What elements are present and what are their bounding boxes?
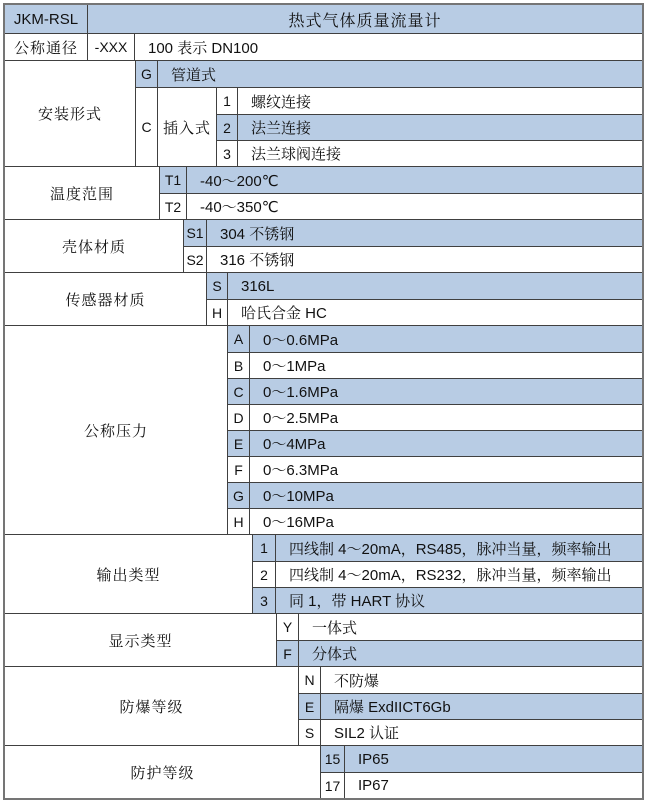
option-row <box>217 140 642 166</box>
option-desc: 0～1.6MPa <box>263 384 339 401</box>
option-row <box>299 719 642 745</box>
option-row <box>253 561 642 587</box>
section-label: 显示类型 <box>5 614 277 666</box>
option-code: G <box>228 483 250 508</box>
option-desc: 哈氏合金 HC <box>241 305 327 322</box>
section-label: 安装形式 <box>5 61 136 166</box>
option-code: 2 <box>253 562 276 587</box>
option-row <box>228 482 642 508</box>
option-desc: 螺纹连接 <box>251 93 312 111</box>
option-code: S <box>299 720 321 745</box>
option-code: S1 <box>184 220 207 246</box>
insertion-group <box>136 87 642 166</box>
option-desc: 管道式 <box>171 66 217 84</box>
option-row <box>160 193 642 219</box>
option-row <box>277 640 642 666</box>
section-label: 温度范围 <box>5 167 160 219</box>
option-code: 3 <box>253 588 276 613</box>
option-code: T1 <box>160 167 187 193</box>
option-code: 2 <box>217 115 238 140</box>
option-code: 1 <box>217 88 238 114</box>
option-code: E <box>299 694 321 719</box>
section-label: 输出类型 <box>5 535 253 613</box>
option-desc: 0～10MPa <box>263 488 334 505</box>
option-code: B <box>228 353 250 378</box>
option-code: F <box>277 641 299 666</box>
option-desc: 0～2.5MPa <box>263 410 339 427</box>
section-nominal-pressure <box>5 325 642 534</box>
option-code: D <box>228 405 250 430</box>
section-protection-grade <box>5 745 642 798</box>
option-desc: 四线制 4～20mA，RS232，脉冲当量，频率输出 <box>289 567 612 584</box>
insertion-type-cell: 插入式 <box>158 88 217 166</box>
option-row <box>207 273 642 299</box>
section-label: 传感器材质 <box>5 273 207 325</box>
option-row <box>207 299 642 325</box>
option-row <box>228 508 642 534</box>
option-row <box>253 535 642 561</box>
option-row <box>228 352 642 378</box>
product-title-cell: 热式气体质量流量计 <box>288 12 442 30</box>
option-code: A <box>228 326 250 352</box>
option-row <box>136 61 642 87</box>
option-desc: 法兰连接 <box>251 120 312 137</box>
section-label: 防护等级 <box>5 746 321 798</box>
section-explosion-proof-grade <box>5 666 642 745</box>
option-row <box>228 456 642 482</box>
option-row <box>321 772 642 798</box>
option-desc: 四线制 4～20mA，RS485，脉冲当量，频率输出 <box>289 540 612 558</box>
option-code: 17 <box>321 773 345 798</box>
option-desc: 0～4MPa <box>263 436 326 453</box>
option-code: G <box>136 61 158 87</box>
option-code: 1 <box>253 535 276 561</box>
option-desc: 隔爆 ExdIICT6Gb <box>334 699 451 716</box>
option-row <box>228 378 642 404</box>
option-desc: 316 不锈钢 <box>220 252 295 269</box>
option-code: 3 <box>217 141 238 166</box>
option-code: N <box>299 667 321 693</box>
option-desc: 不防爆 <box>334 672 380 690</box>
option-row <box>299 693 642 719</box>
section-label: 公称压力 <box>5 326 228 534</box>
option-row <box>253 587 642 613</box>
option-row <box>160 167 642 193</box>
section-label: 公称通径 <box>5 34 88 60</box>
section-output-type <box>5 534 642 613</box>
section-housing-material <box>5 219 642 272</box>
option-code: H <box>228 509 250 534</box>
section-display-type <box>5 613 642 666</box>
header-row <box>5 5 642 33</box>
section-temperature-range <box>5 166 642 219</box>
option-row <box>88 34 642 60</box>
option-desc: 316L <box>241 277 275 295</box>
option-code: 15 <box>321 746 345 772</box>
option-desc: 100 表示 DN100 <box>148 39 259 57</box>
option-desc: -40～200℃ <box>200 172 279 190</box>
option-code: S2 <box>184 247 207 272</box>
option-desc: 0～16MPa <box>263 514 334 531</box>
section-label: 防爆等级 <box>5 667 299 745</box>
option-row <box>228 404 642 430</box>
option-desc: 0～1MPa <box>263 358 326 375</box>
option-code: H <box>207 300 228 325</box>
option-row <box>228 430 642 456</box>
spec-table <box>3 3 644 800</box>
option-code: -XXX <box>88 34 135 60</box>
option-row <box>184 220 642 246</box>
option-code: C <box>228 379 250 404</box>
option-desc: IP67 <box>358 777 389 794</box>
option-row <box>217 114 642 140</box>
option-desc: IP65 <box>358 750 389 768</box>
option-desc: 一体式 <box>312 619 358 637</box>
option-desc: 分体式 <box>312 646 358 663</box>
insertion-code: C <box>136 88 158 166</box>
option-code: T2 <box>160 194 187 219</box>
option-code: Y <box>277 614 299 640</box>
section-sensor-material <box>5 272 642 325</box>
option-code: S <box>207 273 228 299</box>
option-row <box>321 746 642 772</box>
section-label: 壳体材质 <box>5 220 184 272</box>
option-row <box>277 614 642 640</box>
option-desc: 304 不锈钢 <box>220 225 295 243</box>
option-row <box>184 246 642 272</box>
option-desc: 同 1，带 HART 协议 <box>289 593 426 610</box>
option-row <box>299 667 642 693</box>
option-row <box>228 326 642 352</box>
section-installation <box>5 60 642 166</box>
option-desc: 0～6.3MPa <box>263 462 339 479</box>
section-nominal-diameter <box>5 33 642 60</box>
option-desc: -40～350℃ <box>200 199 279 216</box>
option-row <box>217 88 642 114</box>
option-desc: SIL2 认证 <box>334 725 400 742</box>
option-desc: 0～0.6MPa <box>263 331 339 349</box>
option-code: E <box>228 431 250 456</box>
option-code: F <box>228 457 250 482</box>
model-cell: JKM-RSL <box>5 5 88 33</box>
option-desc: 法兰球阀连接 <box>251 146 342 163</box>
